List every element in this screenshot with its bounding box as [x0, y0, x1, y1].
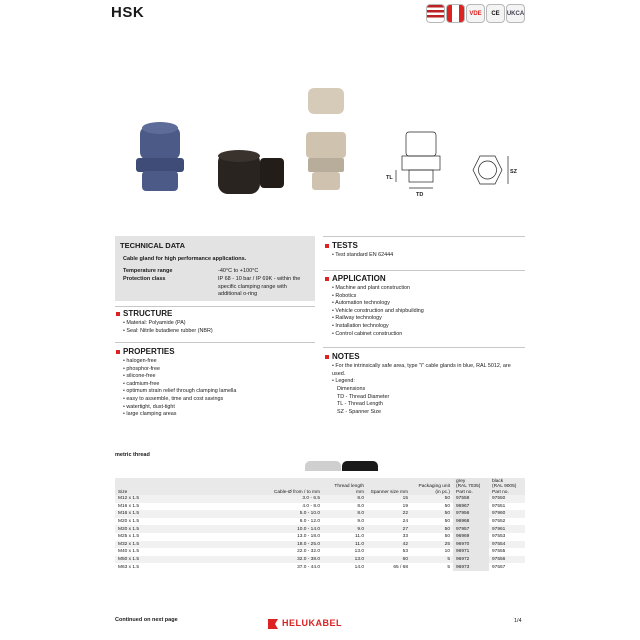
notes-heading: NOTES	[325, 352, 360, 361]
table-cell: 19	[402, 503, 408, 509]
properties-item: • optimum strain relief through clamping lamella	[123, 388, 236, 396]
temperature-value: -40°C to +100°C	[218, 268, 259, 274]
table-cell: 8.0	[323, 495, 367, 503]
structure-heading: STRUCTURE	[116, 309, 172, 318]
col-cable: Cable-Ø from / to mm	[273, 489, 320, 495]
table-cell: 13.0 - 18.0	[297, 534, 320, 540]
table-row	[115, 503, 525, 511]
table-cell: 24	[402, 519, 408, 525]
table-row	[115, 563, 525, 571]
table-cell: M16 x 1.5	[115, 510, 267, 518]
table-cell: 42	[367, 541, 411, 549]
properties-item: • watertight, dust-tight	[123, 404, 236, 412]
legend-item: Dimensions	[337, 386, 366, 392]
badge-ukca: UKCA	[506, 4, 525, 23]
table-cell: M50 x 1.5	[115, 556, 267, 564]
application-item: • Machine and plant construction	[332, 285, 424, 293]
table-cell: 8.0	[357, 503, 364, 509]
table-cell: 15	[367, 495, 411, 503]
table-cell: 53	[402, 549, 408, 555]
table-cell: M12 x 1.5	[115, 495, 267, 503]
table-cell: M25 x 1.5	[118, 534, 140, 540]
badge-us	[426, 4, 445, 23]
table-cell: 10	[444, 549, 450, 555]
table-cell: 50	[411, 525, 453, 533]
properties-heading: PROPERTIES	[116, 347, 175, 356]
table-cell: 27	[367, 525, 411, 533]
table-caption: metric thread	[115, 452, 150, 458]
badge-vde: VDE	[466, 4, 485, 23]
application-item: • Installation technology	[332, 323, 424, 331]
table-cell: 9.0	[323, 525, 367, 533]
black-color-tab	[342, 461, 378, 471]
protection-label: Protection class	[123, 276, 166, 282]
properties-item: • halogen-free	[123, 358, 236, 366]
table-cell: 25	[411, 541, 453, 549]
table-cell: M32 x 1.5	[115, 541, 267, 549]
table-cell: 22	[367, 510, 411, 518]
table-cell: 3.0 - 6.5	[267, 495, 323, 503]
table-cell: 50	[444, 519, 450, 525]
col-size: Size	[118, 489, 128, 495]
table-row	[115, 533, 525, 541]
table-cell: 97961	[489, 525, 525, 533]
notes-item: • For the intrinsically safe area, type "i" cable glands in blue, RAL 5012, are used.	[332, 363, 522, 378]
temperature-label: Temperature range	[123, 268, 173, 274]
properties-list	[123, 358, 236, 419]
structure-item: • Seal: Nitrile butadiene rubber (NBR)	[123, 328, 213, 336]
drawing-label-sz: SZ	[510, 169, 518, 175]
table-row	[115, 541, 525, 549]
properties-item: • phosphor-free	[123, 366, 236, 374]
notes-legend	[337, 386, 389, 416]
table-cell: M63 x 1.5	[118, 564, 140, 570]
badge-ca	[446, 4, 465, 23]
table-row	[115, 525, 525, 533]
table-cell: M20 x 1.5	[118, 519, 140, 525]
badge-ce: CE	[486, 4, 505, 23]
table-row	[115, 495, 525, 503]
table-cell: 97557	[492, 564, 506, 570]
properties-item: • silicone-free	[123, 373, 236, 381]
continued-note: Continued on next page	[115, 617, 178, 623]
col-grey-part: grey (RAL 7035) Part no.	[453, 478, 489, 495]
table-cell: M40 x 1.5	[118, 549, 140, 555]
table-cell: 33	[402, 534, 408, 540]
table-row	[115, 548, 525, 556]
page-title: HSK	[111, 4, 145, 21]
tests-list	[332, 252, 393, 260]
table-cell: 5.0 - 10.0	[267, 510, 323, 518]
tests-item: • Test standard EN 62444	[332, 252, 393, 260]
table-cell: 50	[444, 503, 450, 509]
table-cell: 96970	[453, 541, 489, 549]
table-row	[115, 556, 525, 564]
structure-item: • Material: Polyamide (PA)	[123, 320, 213, 328]
properties-item: • cadmium-free	[123, 381, 236, 389]
application-list	[332, 285, 424, 338]
table-cell: 4.0 - 8.0	[302, 503, 320, 509]
legend-item: SZ - Spanner Size	[337, 408, 382, 415]
table-cell: 96969	[453, 533, 489, 541]
blue-gland-image	[136, 122, 184, 191]
table-cell: 97552	[492, 519, 506, 525]
application-heading: APPLICATION	[325, 274, 386, 283]
table-cell: 97960	[489, 510, 525, 518]
table-cell: M20 x 1.5	[115, 525, 267, 533]
table-cell: 11.0	[355, 534, 364, 540]
table-cell: 97555	[492, 549, 506, 555]
table-cell: 11.0	[323, 541, 367, 549]
table-cell: 97956	[453, 510, 489, 518]
drawing-label-tl: TL	[386, 175, 393, 181]
black-gland-image	[218, 150, 284, 194]
table-cell: 97553	[492, 534, 506, 540]
table-cell: 96971	[453, 548, 489, 556]
table-cell: 32.0 - 38.0	[267, 556, 323, 564]
specs-table	[115, 478, 525, 571]
legend-item: TD - Thread Diameter	[337, 393, 390, 400]
application-item: • Robotics	[332, 293, 424, 301]
properties-item: • easy to assemble, time and cost savings	[123, 396, 236, 404]
table-cell: 37.0 - 44.0	[297, 564, 320, 570]
technical-data-heading: TECHNICAL DATA	[120, 241, 185, 250]
notes-item: • Legend:	[332, 378, 522, 386]
table-cell: 10.0 - 14.0	[267, 525, 323, 533]
table-cell: 97558	[453, 495, 489, 503]
table-row	[115, 518, 525, 526]
application-item: • Railway technology	[332, 315, 424, 323]
tests-heading: TESTS	[325, 241, 358, 250]
table-cell: 97550	[489, 495, 525, 503]
properties-item: • large clamping areas	[123, 411, 236, 419]
application-item: • Control cabinet construction	[332, 331, 424, 339]
legend-item: TL - Thread Length	[337, 401, 383, 408]
table-cell: 13.0	[323, 556, 367, 564]
brand-logo-icon	[268, 619, 278, 629]
table-cell: 96967	[453, 503, 489, 511]
col-black-part: black (RAL 9005) Part no.	[492, 478, 517, 495]
table-row	[115, 510, 525, 518]
table-cell: M16 x 1.5	[118, 503, 140, 509]
table-cell: 97957	[453, 525, 489, 533]
table-cell: 22.0 - 32.0	[297, 549, 320, 555]
brand-name: HELUKABEL	[282, 618, 342, 628]
notes-list	[332, 363, 522, 386]
drawing-label-td: TD	[416, 192, 424, 198]
table-cell: 5	[447, 564, 450, 570]
grey-color-tab	[305, 461, 341, 471]
table-cell: 97556	[489, 556, 525, 564]
table-cell: 65 / 68	[393, 564, 408, 570]
table-cell: 96968	[453, 518, 489, 526]
col-packaging: Packaging unit (in pc.)	[418, 484, 450, 495]
table-cell: 50	[411, 510, 453, 518]
page-number: 1/4	[514, 618, 522, 624]
table-cell: 60	[367, 556, 411, 564]
table-cell: 97551	[492, 503, 506, 509]
table-cell: 5	[411, 556, 453, 564]
col-thread-length: Thread length mm	[334, 484, 364, 495]
table-cell: 18.0 - 25.0	[267, 541, 323, 549]
structure-list	[123, 320, 213, 335]
table-cell: 96972	[453, 556, 489, 564]
table-cell: 6.0 - 12.0	[299, 519, 320, 525]
table-cell: 8.0	[323, 510, 367, 518]
table-cell: 97554	[489, 541, 525, 549]
table-cell: 13.0	[354, 549, 364, 555]
technical-drawing	[396, 132, 508, 188]
table-cell: 50	[411, 495, 453, 503]
col-spanner: Spanner size mm	[370, 489, 408, 495]
application-item: • Vehicle construction and shipbuilding	[332, 308, 424, 316]
table-cell: 96973	[453, 563, 489, 571]
table-cell: 9.0	[357, 519, 364, 525]
product-images	[130, 88, 530, 203]
technical-data-subtitle: Cable gland for high performance applications.	[123, 256, 247, 262]
protection-value: IP 68 - 10 bar / IP 69K - within the specific clamping range with additional o-ring	[218, 276, 301, 298]
table-cell: 14.0	[354, 564, 364, 570]
grey-gland-image	[306, 88, 346, 190]
application-item: • Automation technology	[332, 300, 424, 308]
table-cell: 50	[444, 534, 450, 540]
